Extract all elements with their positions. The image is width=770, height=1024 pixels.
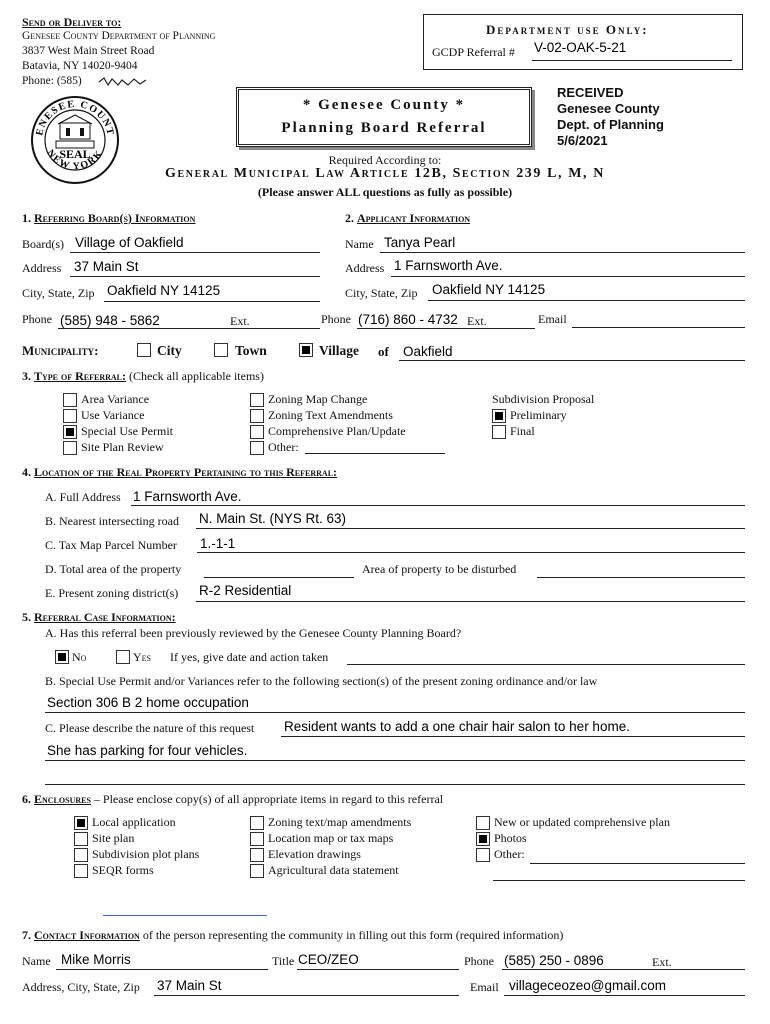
enclosure-b-label-0: Zoning text/map amendments: [268, 815, 412, 829]
intersecting-road-field[interactable]: N. Main St. (NYS Rt. 63): [199, 511, 347, 526]
subdivision-checkbox-1[interactable]: [492, 425, 506, 439]
board-label: Board(s): [22, 237, 64, 251]
referral-type-checkbox-1[interactable]: [63, 409, 77, 423]
enclosure-label-0: Local application: [92, 815, 176, 829]
referral-type-checkbox-3[interactable]: [63, 441, 77, 455]
dept-use-box: [423, 14, 743, 70]
enclosure-c-label-1: Photos: [494, 831, 527, 845]
section5-number: 5.: [22, 610, 31, 624]
referral-type-b-label-3: Other:: [268, 440, 299, 454]
zoning-district-label: E. Present zoning district(s): [45, 586, 179, 600]
contact-address-label: Address, City, State, Zip: [22, 980, 140, 994]
enclosure-c-checkbox-1[interactable]: [476, 832, 490, 846]
enclosure-label-3: SEQR forms: [92, 863, 154, 877]
subdivision-label-1: Final: [510, 424, 535, 438]
app-phone-field[interactable]: (716) 860 - 4732: [358, 312, 458, 327]
zoning-section-field[interactable]: Section 306 B 2 home occupation: [47, 695, 249, 710]
section1-number: 1.: [22, 211, 31, 225]
section5-heading: [22, 610, 176, 625]
title-line-1: * Genesee County *: [302, 97, 466, 113]
section5-title: Referral Case Information:: [34, 610, 176, 624]
tax-map-field[interactable]: 1.-1-1: [200, 536, 236, 551]
instructions: (Please answer ALL questions as fully as possible): [257, 185, 513, 199]
section6-number: 6.: [22, 792, 31, 806]
enclosure-b-checkbox-2[interactable]: [250, 848, 264, 862]
reviewed-no-checkbox[interactable]: [55, 650, 69, 664]
enclosure-checkbox-3[interactable]: [74, 864, 88, 878]
enclosure-checkbox-1[interactable]: [74, 832, 88, 846]
subdivision-title: Subdivision Proposal: [492, 392, 595, 406]
contact-address-field[interactable]: 37 Main St: [157, 978, 222, 993]
section3-number: 3.: [22, 369, 31, 383]
board-field[interactable]: Village of Oakfield: [75, 235, 184, 250]
section3-heading: [22, 369, 264, 384]
enclosure-c-checkbox-0[interactable]: [476, 816, 490, 830]
contact-email-label: Email: [470, 980, 499, 994]
full-address-field[interactable]: 1 Farnsworth Ave.: [133, 489, 242, 504]
enclosure-label-1: Site plan: [92, 831, 135, 845]
request-nature-label: C. Please describe the nature of this request: [45, 721, 255, 735]
municipality-city-checkbox[interactable]: [137, 343, 151, 357]
total-area-label: D. Total area of the property: [45, 562, 182, 576]
reviewed-yes-checkbox[interactable]: [116, 650, 130, 664]
stamp-line-4: 5/6/2021: [557, 133, 608, 148]
app-city-label: City, State, Zip: [345, 286, 418, 300]
section4-number: 4.: [22, 465, 31, 479]
municipality-village-checkbox[interactable]: [299, 343, 313, 357]
section6-subtitle: – Please enclose copy(s) of all appropriate items in regard to this referral: [93, 792, 444, 806]
section1-heading: [22, 211, 195, 226]
contact-email-field[interactable]: villageceozeo@gmail.com: [509, 978, 667, 993]
section7-title: Contact Information: [34, 928, 140, 942]
section2-heading: [345, 211, 470, 226]
municipality-town-label: Town: [235, 343, 267, 358]
subdivision-label-0: Preliminary: [510, 408, 567, 422]
enclosure-c-label-0: New or updated comprehensive plan: [494, 815, 670, 829]
contact-name-label: Name: [22, 954, 51, 968]
contact-title-field[interactable]: CEO/ZEO: [298, 952, 359, 967]
ref-address-field[interactable]: 37 Main St: [74, 259, 139, 274]
title-line-2: Planning Board Referral: [281, 120, 487, 136]
section3-title: Type of Referral:: [34, 369, 127, 383]
app-name-field[interactable]: Tanya Pearl: [384, 235, 456, 250]
section3-subtitle: (Check all applicable items): [129, 369, 264, 383]
enclosure-b-checkbox-3[interactable]: [250, 864, 264, 878]
enclosure-c-label-2: Other:: [494, 847, 525, 861]
svg-text:GENESEE COUNTY: ENESEE COUNT: [34, 98, 116, 138]
yes-followup-label: If yes, give date and action taken: [170, 650, 329, 664]
enclosure-b-label-3: Agricultural data statement: [268, 863, 399, 877]
referral-type-label-2: Special Use Permit: [81, 424, 173, 438]
title-box: [236, 87, 532, 147]
referral-type-b-checkbox-0[interactable]: [250, 393, 264, 407]
redacted-phone-mark: [98, 76, 148, 86]
referral-type-b-checkbox-3[interactable]: [250, 441, 264, 455]
municipality-of-label: of: [378, 344, 389, 359]
app-city-field[interactable]: Oakfield NY 14125: [432, 282, 546, 297]
tax-map-label: C. Tax Map Parcel Number: [45, 538, 177, 552]
referral-type-label-3: Site Plan Review: [81, 440, 164, 454]
ref-phone-label: Phone: [22, 312, 52, 326]
enclosure-label-2: Subdivision plot plans: [92, 847, 200, 861]
enclosure-checkbox-0[interactable]: [74, 816, 88, 830]
contact-name-field[interactable]: Mike Morris: [61, 952, 131, 967]
section2-number: 2.: [345, 211, 354, 225]
request-nature-field[interactable]: Resident wants to add a one chair hair salon to her home.: [284, 719, 630, 734]
app-address-field[interactable]: 1 Farnsworth Ave.: [394, 258, 503, 273]
full-address-label: A. Full Address: [45, 490, 121, 504]
enclosure-b-checkbox-1[interactable]: [250, 832, 264, 846]
app-email-label: Email: [538, 312, 567, 326]
referral-type-checkbox-2[interactable]: [63, 425, 77, 439]
ref-address-label: Address: [22, 261, 62, 275]
municipality-city-label: City: [157, 343, 182, 358]
zoning-district-field[interactable]: R-2 Residential: [199, 583, 292, 598]
stamp-line-3: Dept. of Planning: [557, 117, 664, 132]
municipality-name-field[interactable]: Oakfield: [403, 344, 453, 359]
referral-label: GCDP Referral #: [432, 45, 515, 59]
app-address-label: Address: [345, 261, 385, 275]
svg-text:SEAL: SEAL: [59, 147, 91, 161]
ref-city-label: City, State, Zip: [22, 286, 95, 300]
municipality-town-checkbox[interactable]: [214, 343, 228, 357]
svg-text:NEW YORK: NEW YORK: [44, 147, 106, 173]
enclosure-checkbox-2[interactable]: [74, 848, 88, 862]
section2-title: Applicant Information: [357, 211, 471, 225]
dept-use-title: Department use Only:: [486, 22, 649, 37]
contact-phone-label: Phone: [464, 954, 494, 968]
municipality-village-label: Village: [319, 343, 359, 358]
enclosure-b-label-1: Location map or tax maps: [268, 831, 394, 845]
section4-heading: [22, 465, 337, 480]
app-name-label: Name: [345, 237, 374, 251]
app-phone-label: Phone: [321, 312, 351, 326]
referral-type-label-0: Area Variance: [81, 392, 150, 406]
section4-title: Location of the Real Property Pertaining to this Referral:: [34, 465, 338, 479]
ref-phone-field[interactable]: (585) 948 - 5862: [60, 313, 160, 328]
enclosure-b-label-2: Elevation drawings: [268, 847, 361, 861]
stamp-line-1: RECEIVED: [557, 85, 624, 100]
section7-subtitle: of the person representing the community in filling out this form (required information): [142, 928, 564, 942]
received-stamp: [557, 85, 664, 149]
contact-ext-label: Ext.: [652, 955, 672, 969]
contact-phone-field[interactable]: (585) 250 - 0896: [504, 953, 604, 968]
municipality-label: Municipality:: [22, 343, 99, 358]
section6-title: Enclosures: [34, 792, 91, 806]
section7-heading: [22, 928, 563, 943]
zoning-section-label: B. Special Use Permit and/or Variances refer to the following section(s) of the present zoning ordinance and/or law: [45, 674, 598, 688]
referral-type-b-label-0: Zoning Map Change: [268, 392, 368, 406]
sender-phone: Phone: (585): [22, 75, 82, 87]
subdivision-checkbox-0[interactable]: [492, 409, 506, 423]
referral-type-b-checkbox-2[interactable]: [250, 425, 264, 439]
contact-title-label: Title: [272, 954, 295, 968]
ref-city-field[interactable]: Oakfield NY 14125: [107, 283, 221, 298]
enclosure-b-checkbox-0[interactable]: [250, 816, 264, 830]
referral-type-b-checkbox-1[interactable]: [250, 409, 264, 423]
referral-type-checkbox-0[interactable]: [63, 393, 77, 407]
reviewed-yes-label: Yes: [133, 650, 152, 664]
reviewed-no-label: No: [72, 650, 87, 664]
enclosure-c-checkbox-2[interactable]: [476, 848, 490, 862]
previously-reviewed-label: A. Has this referral been previously reviewed by the Genesee County Planning Board?: [45, 626, 462, 640]
sender-title: Send or Deliver to:: [22, 15, 122, 29]
stamp-line-2: Genesee County: [557, 101, 660, 116]
sender-street: 3837 West Main Street Road: [22, 45, 155, 57]
section6-heading: [22, 792, 443, 807]
section1-title: Referring Board(s) Information: [34, 211, 196, 225]
ref-ext-label: Ext.: [230, 314, 250, 328]
referral-type-b-label-2: Comprehensive Plan/Update: [268, 424, 406, 438]
intersecting-road-label: B. Nearest intersecting road: [45, 514, 179, 528]
referral-type-label-1: Use Variance: [81, 408, 145, 422]
section7-number: 7.: [22, 928, 31, 942]
referral-number-field[interactable]: V-02-OAK-5-21: [534, 40, 627, 55]
required-text: Required According to:: [328, 153, 442, 167]
request-nature-field-2[interactable]: She has parking for four vehicles.: [47, 743, 248, 758]
referral-type-b-label-1: Zoning Text Amendments: [268, 408, 393, 422]
app-ext-label: Ext.: [467, 314, 487, 328]
disturbed-area-label: Area of property to be disturbed: [362, 562, 517, 576]
law-reference: General Municipal Law Article 12B, Section 239 L, M, N: [165, 166, 605, 181]
sender-city: Batavia, NY 14020-9404: [22, 60, 138, 72]
sender-org: Genesee County Department of Planning: [22, 30, 216, 42]
